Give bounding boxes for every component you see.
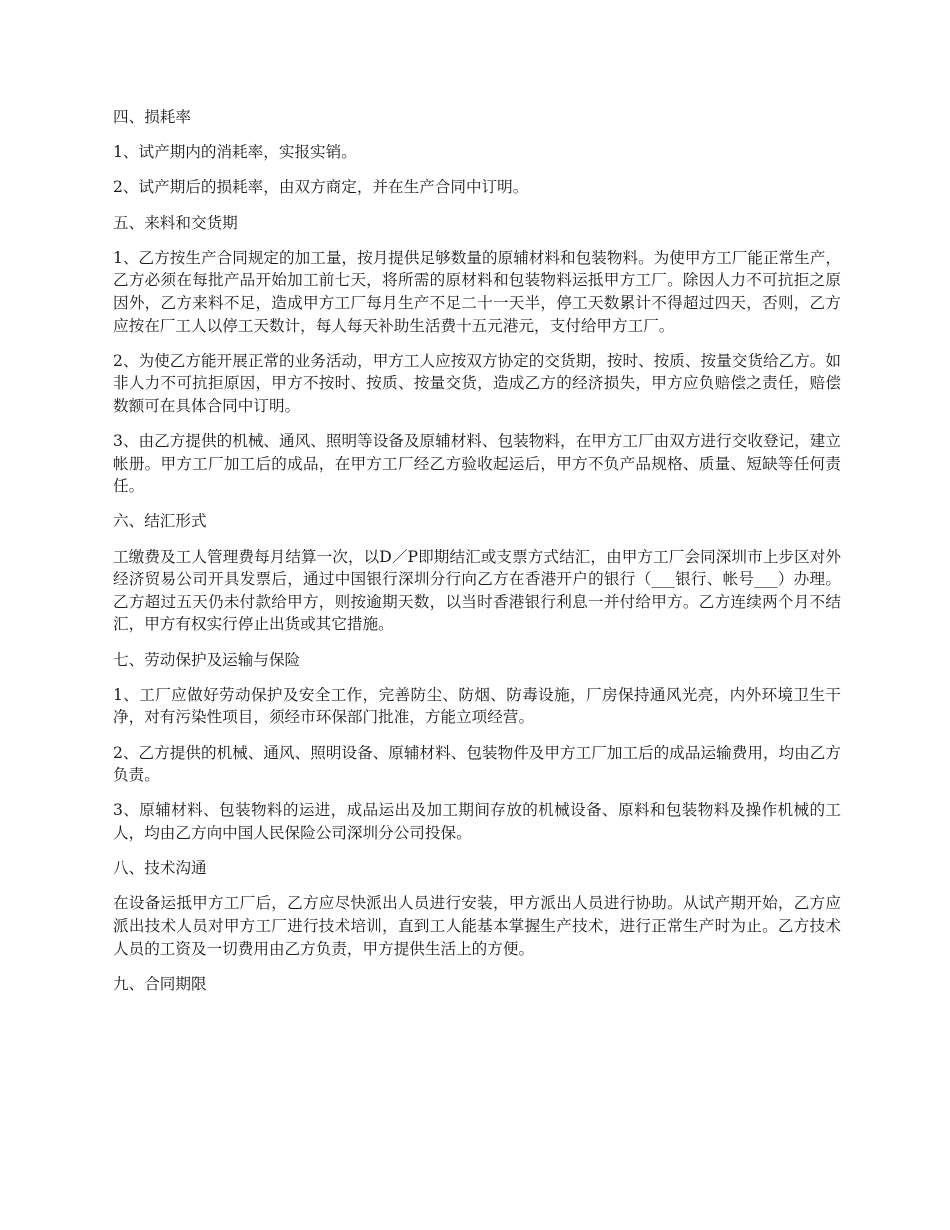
paragraph-post-trial-loss: 2、试产期后的损耗率，由双方商定，并在生产合同中订明。 (113, 178, 529, 197)
paragraph-transport-costs: 2、乙方提供的机械、通风、照明设备、原辅材料、包装物件及甲方工厂加工后的成品运输费用，均由乙方负责。 (113, 743, 841, 785)
section-heading-loss-rate: 四、损耗率 (113, 108, 191, 126)
section-heading-contract-term: 九、合同期限 (113, 974, 207, 993)
document-page (113, 106, 841, 1008)
paragraph-delivery-schedule: 2、为使乙方能开展正常的业务活动，甲方工人应按双方协定的交货期，按时、按质、按量交货给乙方。如非人力不可抗拒原因，甲方不按时、按质、按量交货，造成乙方的经济损失，甲方应负赔偿之责任，赔偿数额可在具体合同中订明。 (113, 351, 841, 415)
paragraph-trial-consumption: 1、试产期内的消耗率，实报实销。 (113, 143, 357, 162)
paragraph-equipment-registration: 3、由乙方提供的机械、通风、照明等设备及原辅材料、包装物料，在甲方工厂由双方进行交收登记，建立帐册。甲方工厂加工后的成品，在甲方工厂经乙方验收起运后，甲方不负产品规格、质量、短缺等任何责任。 (113, 432, 841, 496)
paragraph-materials-supply: 1、乙方按生产合同规定的加工量，按月提供足够数量的原辅材料和包装物料。为使甲方工厂能正常生产，乙方必须在每批产品开始加工前七天，将所需的原材料和包装物料运抵甲方工厂。除因人力不可抗拒之原因外，乙方来料不足，造成甲方工厂每月生产不足二十一天半，停工天数累计不得超过四天，否则，乙方应按在厂工人以停工天数计，每人每天补助生活费十五元港元，支付给甲方工厂。 (113, 248, 841, 335)
section-heading-materials-delivery: 五、来料和交货期 (113, 213, 238, 232)
section-heading-settlement: 六、结汇形式 (113, 512, 207, 531)
paragraph-settlement-terms: 工缴费及工人管理费每月结算一次，以D／P即期结汇或支票方式结汇，由甲方工厂会同深圳市上步区对外经济贸易公司开具发票后，通过中国银行深圳分行向乙方在香港开户的银行（___银行、帐号___）办理。乙方超过五天仍未付款给甲方，则按逾期天数，以当时香港银行利息一并付给甲方。乙方连续两个月不结汇，甲方有权实行停止出货或其它措施。 (113, 547, 841, 634)
paragraph-insurance: 3、原辅材料、包装物料的运进，成品运出及加工期间存放的机械设备、原料和包装物料及操作机械的工人，均由乙方向中国人民保险公司深圳分公司投保。 (113, 801, 841, 842)
section-heading-labor-transport-insurance: 七、劳动保护及运输与保险 (113, 650, 301, 669)
paragraph-technical-training: 在设备运抵甲方工厂后，乙方应尽快派出人员进行安装，甲方派出人员进行协助。从试产期开始，乙方应派出技术人员对甲方工厂进行技术培训，直到工人能基本掌握生产技术，进行正常生产时为止。乙方技术人员的工资及一切费用由乙方负责，甲方提供生活上的方便。 (113, 894, 841, 958)
section-heading-technical: 八、技术沟通 (113, 859, 207, 878)
paragraph-labor-protection: 1、工厂应做好劳动保护及安全工作，完善防尘、防烟、防毒设施，厂房保持通风光亮，内外环境卫生干净，对有污染性项目，须经市环保部门批准，方能立项经营。 (113, 685, 841, 727)
